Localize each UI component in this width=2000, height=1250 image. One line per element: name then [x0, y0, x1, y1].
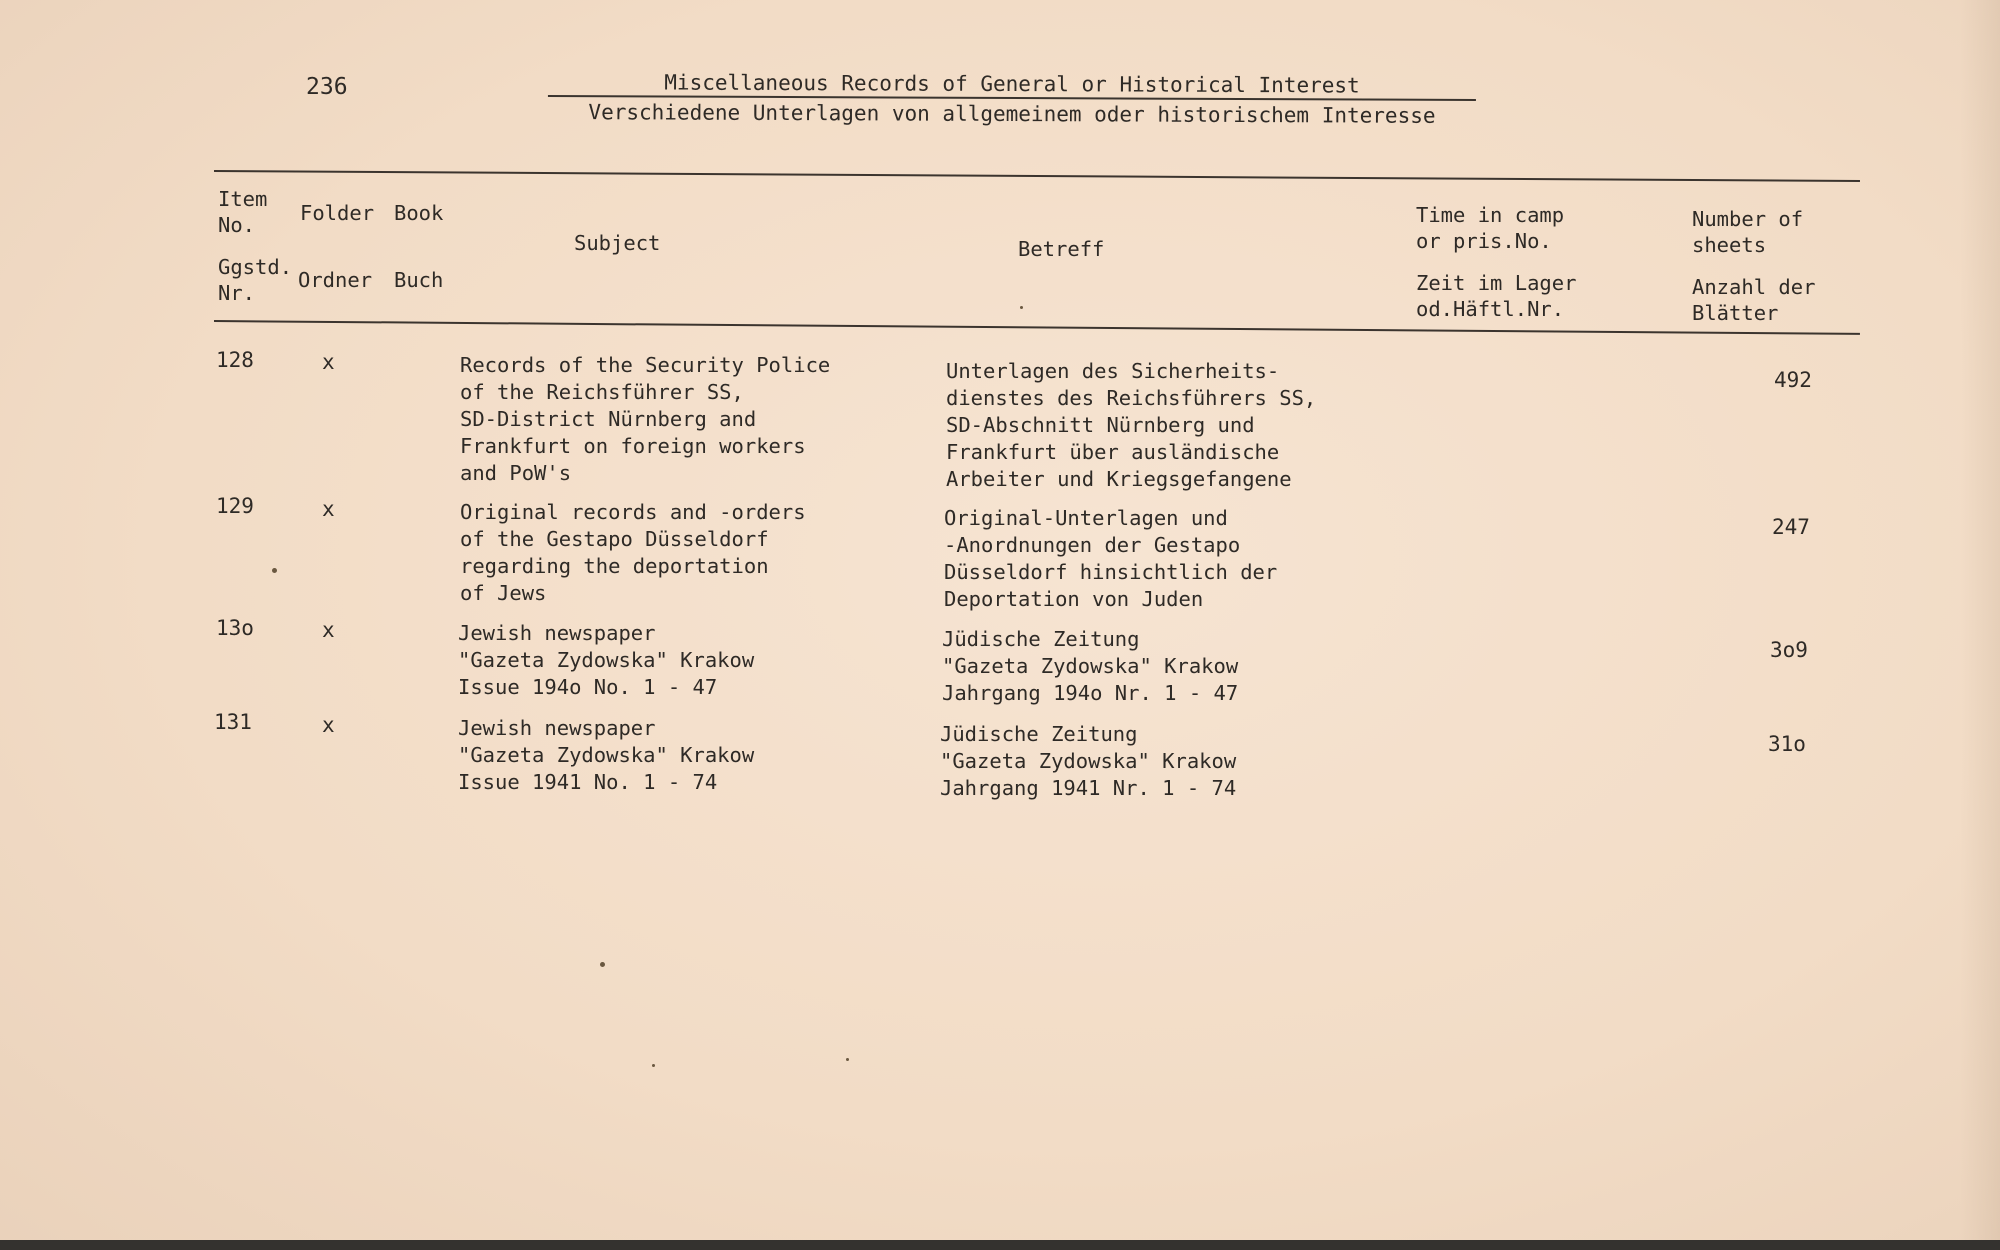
row-131-betreff: Jüdische Zeitung "Gazeta Zydowska" Krakow Jahrgang 1941 Nr. 1 - 74: [940, 722, 1237, 800]
header-subject: Subject: [574, 231, 661, 255]
row-129-item: 129: [216, 494, 254, 518]
header-number-of-sheets: Number of sheets: [1692, 207, 1804, 257]
paper-speck: [272, 568, 277, 573]
row-129-sheets: 247: [1772, 515, 1810, 539]
title-english: Miscellaneous Records of General or Historical Interest: [548, 70, 1476, 101]
row-129-subject: Original records and -orders of the Gestapo Düsseldorf regarding the deportation of Jews: [460, 500, 806, 605]
row-128-item: 128: [216, 348, 254, 372]
header-ordner: Ordner: [298, 268, 373, 292]
title-german: Verschiedene Unterlagen von allgemeinem oder historischem Interesse: [588, 100, 1436, 128]
header-ggstd-nr: Ggstd. Nr.: [218, 255, 293, 305]
row-128-sheets: 492: [1774, 368, 1812, 392]
paper-speck: [600, 962, 605, 967]
paper-speck: [846, 1058, 849, 1061]
header-betreff: Betreff: [1018, 237, 1105, 261]
row-129-betreff: Original-Unterlagen und -Anordnungen der Gestapo Düsseldorf hinsichtlich der Deportation von Juden: [944, 506, 1278, 611]
header-folder: Folder: [300, 201, 375, 225]
header-bottom-rule: [214, 320, 1860, 335]
header-buch: Buch: [394, 268, 444, 292]
row-128-betreff: Unterlagen des Sicherheits- dienstes des Reichsführers SS, SD-Abschnitt Nürnberg und Frankfurt über ausländische Arbeiter und Kriegsgefangene: [946, 359, 1317, 491]
row-131-subject: Jewish newspaper "Gazeta Zydowska" Krakow Issue 1941 No. 1 - 74: [458, 716, 755, 794]
row-129-folder-mark: x: [322, 497, 335, 521]
row-131-sheets: 31o: [1768, 732, 1806, 756]
header-top-rule: [214, 170, 1860, 182]
row-130-subject: Jewish newspaper "Gazeta Zydowska" Krakow Issue 194o No. 1 - 47: [458, 621, 755, 699]
header-book: Book: [394, 201, 444, 225]
row-130-sheets: 3o9: [1770, 638, 1808, 662]
row-130-folder-mark: x: [322, 618, 335, 642]
header-anzahl-der-blaetter: Anzahl der Blätter: [1692, 275, 1816, 325]
page-number: 236: [306, 74, 348, 100]
row-130-betreff: Jüdische Zeitung "Gazeta Zydowska" Krakow Jahrgang 194o Nr. 1 - 47: [942, 627, 1239, 705]
row-131-item: 131: [214, 710, 252, 734]
row-130-item: 13o: [216, 616, 254, 640]
header-zeit-im-lager: Zeit im Lager od.Häftl.Nr.: [1416, 271, 1577, 321]
paper-speck: [652, 1064, 655, 1067]
header-item-no: Item No.: [218, 187, 268, 237]
scan-bottom-edge: [0, 1240, 2000, 1250]
paper-speck: [1020, 306, 1023, 309]
row-128-folder-mark: x: [322, 350, 335, 374]
row-128-subject: Records of the Security Police of the Reichsführer SS, SD-District Nürnberg and Frankfurt on foreign workers and PoW's: [460, 353, 831, 485]
row-131-folder-mark: x: [322, 713, 335, 737]
header-time-in-camp: Time in camp or pris.No.: [1416, 203, 1565, 253]
